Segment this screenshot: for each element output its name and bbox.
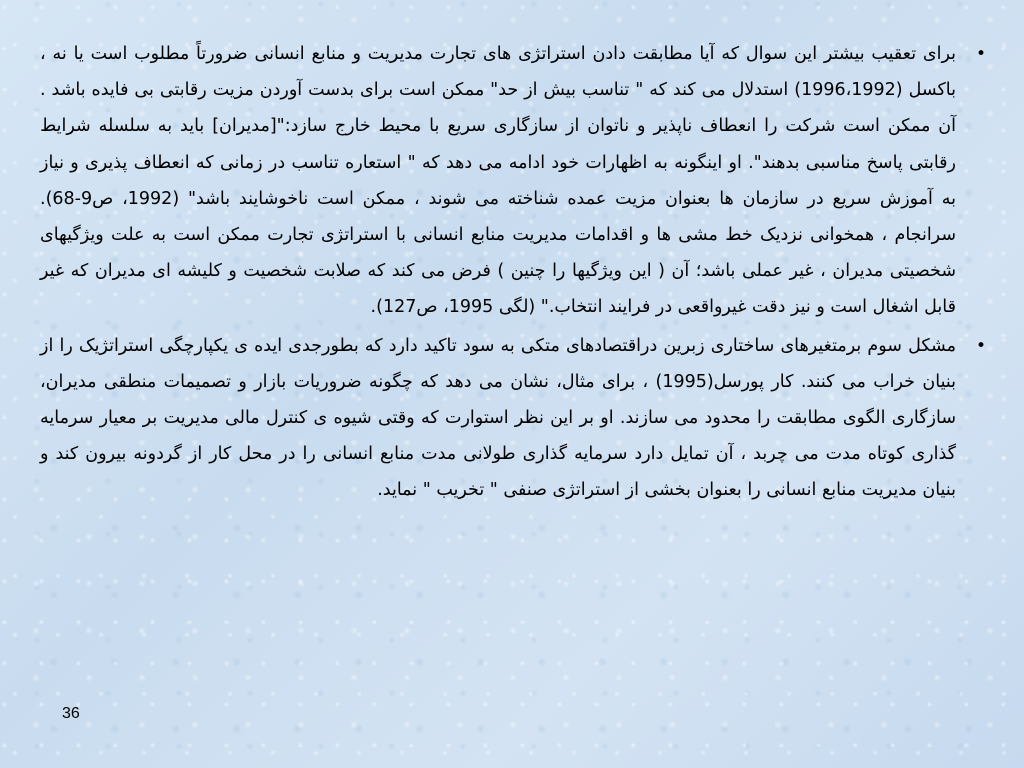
bullet-text: مشکل سوم برمتغیرهای ساختاری زبرین دراقتصادهای متکی به سود تاکید دارد که بطورجدی ایده ی یکپارچگی استراتژیک را از بنیان خراب می کنند. کار پورسل(1995) ، برای مثال، نشان می دهد که چگونه ضروریات بازار و تصمیمات منطقی مدیران، سازگاری الگوی مطابقت را محدود می سازند. او بر این نظر استوارت که وقتی شیوه ی کنترل مالی مدیریت بر معیار سرمایه گذاری کوتاه مدت می چربد ، آن تمایل دارد سرمایه گذاری طولانی مدت منابع انسانی را در محل کار از گردونه بیرون کند و بنیان مدیریت منابع انسانی را بعنوان بخشی از استراتژی صنفی " تخریب " نماید. [40,335,956,501]
bullet-marker: • [975,44,986,64]
bullet-paragraph-1 [40,36,990,326]
bullet-text: برای تعقیب بیشتر این سوال که آیا مطابقت دادن استراتژی های تجارت مدیریت و منابع انسانی ضرورتاً مطلوب است یا نه ، باکسل (1996،1992) استدلال می کند که " تناسب بیش از حد" ممکن است برای بدست آوردن مزیت رقابتی بی فایده باشد . آن ممکن است شرکت را انعطاف ناپذیر و ناتوان از سازگاری سریع با محیط خارج سازد:"[مدیران] باید به سلسله شرایط رقابتی پاسخ مناسبی بدهند". او اینگونه به اظهارات خود ادامه می دهد که " استعاره تناسب در زمانی که انعطاف پذیری و نیاز به آموزش سریع در سازمان ها بعنوان مزیت عمده شناخته می شوند ، ممکن است ناخوشایند باشد" (1992، ص9-68). سرانجام ، همخوانی نزدیک خط مشی ها و اقدامات مدیریت منابع انسانی با استراتژی تجارت ممکن است به علت ویژگیهای شخصیتی مدیران ، غیر عملی باشد؛ آن ( این ویژگیها را چنین ) فرض می کند که صلابت شخصیت و کلیشه ای مدیران که غیر قابل اشغال است و نیز دقت غیرواقعی در فرایند انتخاب." (لگی 1995، ص127). [40,44,956,318]
page-number: 36 [62,705,80,722]
slide-content [40,36,990,676]
bullet-paragraph-2 [40,328,990,509]
bullet-marker: • [975,335,986,356]
